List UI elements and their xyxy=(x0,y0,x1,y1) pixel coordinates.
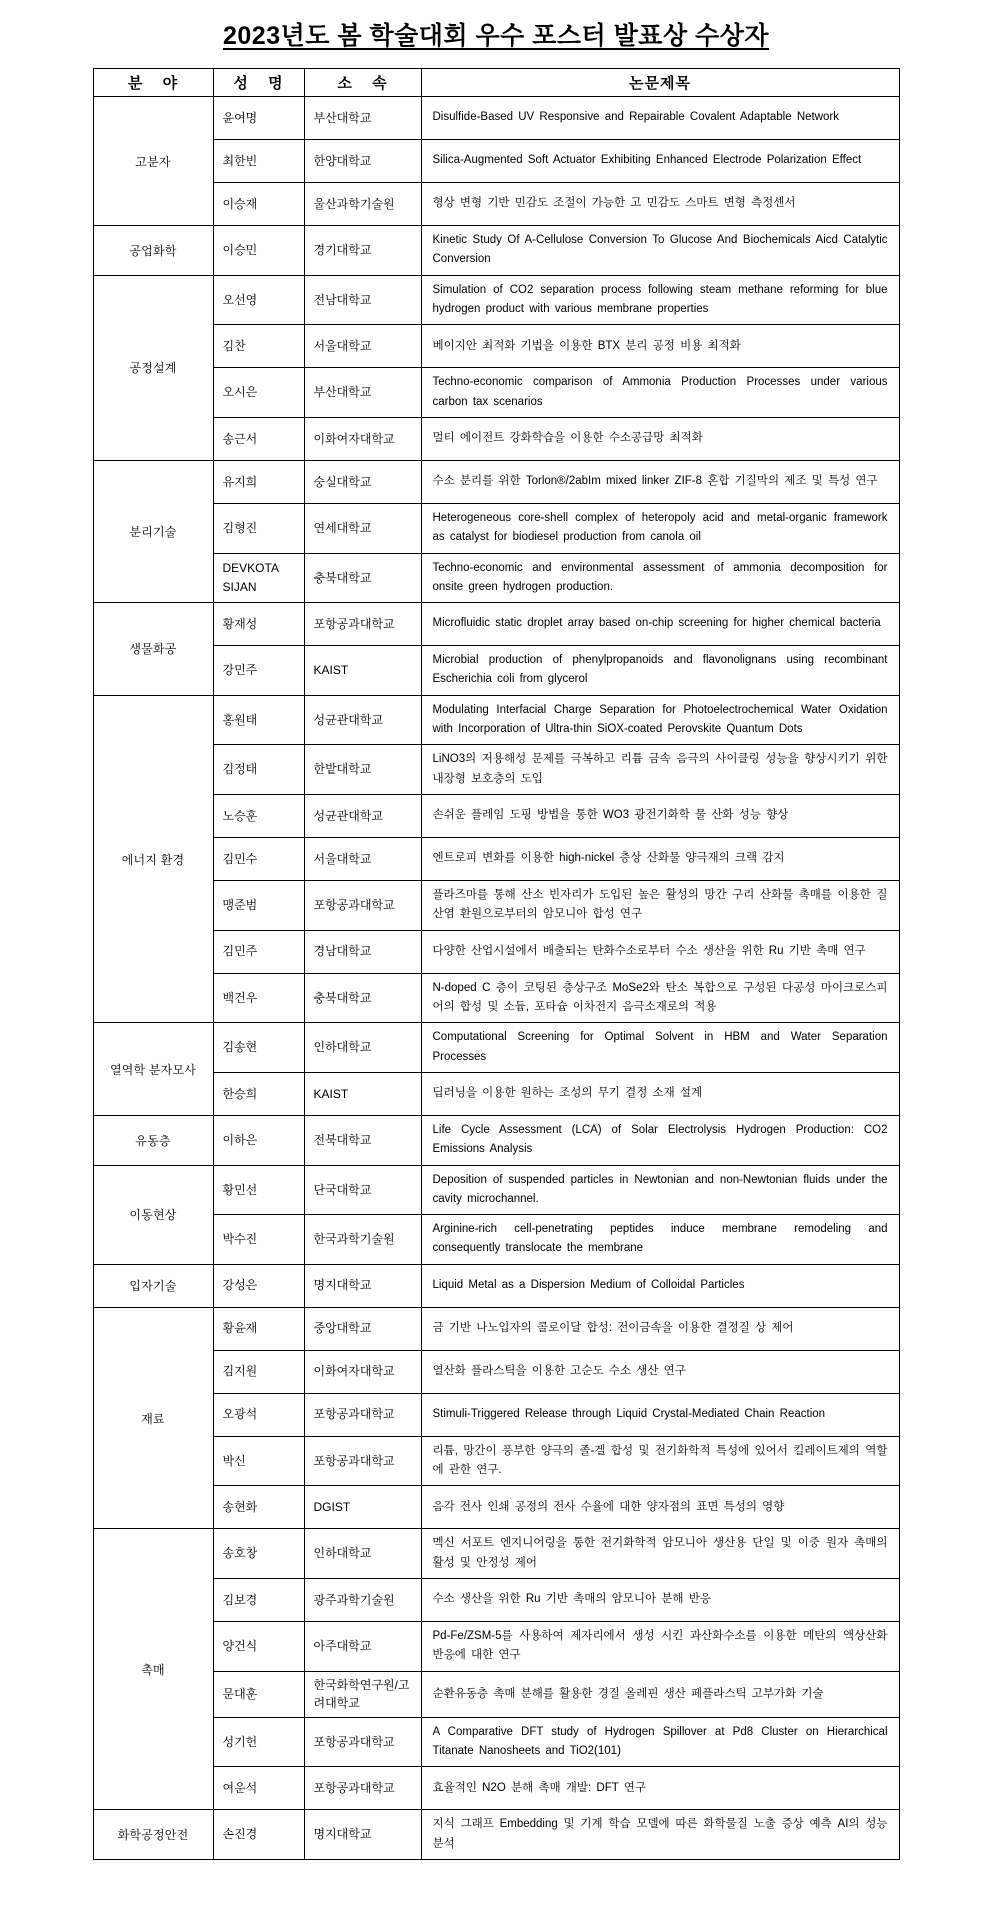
paper-title-cell: Silica-Augmented Soft Actuator Exhibiting Enhanced Electrode Polarization Effect xyxy=(421,140,899,183)
field-cell: 이동현상 xyxy=(93,1165,213,1264)
paper-title-cell: 딥러닝을 이용한 원하는 조성의 무기 결정 소재 설계 xyxy=(421,1072,899,1115)
affiliation-cell: 한국화학연구원/고려대학교 xyxy=(304,1671,421,1717)
name-cell: 송근서 xyxy=(213,417,304,460)
name-cell: 여운석 xyxy=(213,1767,304,1810)
name-cell: 홍원태 xyxy=(213,695,304,745)
name-cell: 강성은 xyxy=(213,1264,304,1307)
name-cell: 황윤재 xyxy=(213,1307,304,1350)
field-cell: 공업화학 xyxy=(93,226,213,276)
name-cell: 황민선 xyxy=(213,1165,304,1215)
paper-title-cell: N-doped C 층이 코팅된 층상구조 MoSe2와 탄소 복합으로 구성된 다공성 마이크로스피어의 합성 및 소듐, 포타슘 이차전지 음극소재로의 적용 xyxy=(421,973,899,1023)
paper-title-cell: 손쉬운 플레임 도핑 방법을 통한 WO3 광전기화학 물 산화 성능 향상 xyxy=(421,795,899,838)
paper-title-cell: Simulation of CO2 separation process following steam methane reforming for blue hydrogen product with various membrane properties xyxy=(421,275,899,325)
table-row xyxy=(93,325,899,368)
paper-title-cell: 수소 분리를 위한 Torlon®/2abIm mixed linker ZIF-8 혼합 기질막의 제조 및 특성 연구 xyxy=(421,460,899,503)
name-cell: 송현화 xyxy=(213,1486,304,1529)
paper-title-cell: 음각 전사 인쇄 공정의 전사 수율에 대한 양자점의 표면 특성의 영향 xyxy=(421,1486,899,1529)
paper-title-cell: Deposition of suspended particles in Newtonian and non-Newtonian fluids under the cavity microchannel. xyxy=(421,1165,899,1215)
paper-title-cell: 금 기반 나노입자의 콜로이달 합성: 전이금속을 이용한 결정질 상 제어 xyxy=(421,1307,899,1350)
paper-title-cell: LiNO3의 저용해성 문제를 극복하고 리튬 금속 음극의 사이클링 성능을 향상시키기 위한 내장형 보호층의 도입 xyxy=(421,745,899,795)
name-cell: 양건식 xyxy=(213,1622,304,1672)
table-row xyxy=(93,1579,899,1622)
name-cell: 이하은 xyxy=(213,1115,304,1165)
table-row xyxy=(93,695,899,745)
table-row xyxy=(93,503,899,553)
name-cell: 윤여명 xyxy=(213,97,304,140)
paper-title-cell: Heterogeneous core-shell complex of heteropoly acid and metal-organic framework as catalyst for biodiesel production from canola oil xyxy=(421,503,899,553)
table-row xyxy=(93,930,899,973)
table-row xyxy=(93,1529,899,1579)
table-row xyxy=(93,460,899,503)
affiliation-cell: 연세대학교 xyxy=(304,503,421,553)
name-cell: 손진경 xyxy=(213,1810,304,1860)
affiliation-cell: 명지대학교 xyxy=(304,1810,421,1860)
affiliation-cell: 부산대학교 xyxy=(304,97,421,140)
name-cell: 황재성 xyxy=(213,603,304,646)
paper-title-cell: 베이지안 최적화 기법을 이용한 BTX 분리 공정 비용 최적화 xyxy=(421,325,899,368)
table-row xyxy=(93,838,899,881)
name-cell: 성기헌 xyxy=(213,1717,304,1767)
name-cell: 박수진 xyxy=(213,1215,304,1265)
name-cell: 김민주 xyxy=(213,930,304,973)
affiliation-cell: 서울대학교 xyxy=(304,325,421,368)
table-row xyxy=(93,795,899,838)
name-cell: 김지원 xyxy=(213,1350,304,1393)
winners-table-body xyxy=(93,97,899,1860)
paper-title-cell: Disulfide-Based UV Responsive and Repairable Covalent Adaptable Network xyxy=(421,97,899,140)
field-cell: 고분자 xyxy=(93,97,213,226)
column-header-field: 분 야 xyxy=(93,69,213,97)
paper-title-cell: 리튬, 망간이 풍부한 양극의 졸-겔 합성 및 전기화학적 특성에 있어서 킬레이트제의 역할에 관한 연구. xyxy=(421,1436,899,1486)
affiliation-cell: 이화여자대학교 xyxy=(304,1350,421,1393)
paper-title-cell: 멕신 서포트 엔지니어링을 통한 전기화학적 암모니아 생산용 단일 및 이중 원자 촉매의 활성 및 안정성 제어 xyxy=(421,1529,899,1579)
affiliation-cell: 인하대학교 xyxy=(304,1023,421,1073)
paper-title-cell: 형상 변형 기반 민감도 조절이 가능한 고 민감도 스마트 변형 측정센서 xyxy=(421,183,899,226)
table-row xyxy=(93,973,899,1023)
paper-title-cell: 열산화 플라스틱을 이용한 고순도 수소 생산 연구 xyxy=(421,1350,899,1393)
name-cell: 김보경 xyxy=(213,1579,304,1622)
field-cell: 에너지 환경 xyxy=(93,695,213,1023)
name-cell: 문대훈 xyxy=(213,1671,304,1717)
affiliation-cell: 포항공과대학교 xyxy=(304,1717,421,1767)
affiliation-cell: 경기대학교 xyxy=(304,226,421,276)
affiliation-cell: 포항공과대학교 xyxy=(304,881,421,931)
affiliation-cell: 성균관대학교 xyxy=(304,695,421,745)
name-cell: 한승희 xyxy=(213,1072,304,1115)
paper-title-cell: Microbial production of phenylpropanoids and flavonolignans using recombinant Escherichia coli from glycerol xyxy=(421,646,899,696)
table-row xyxy=(93,603,899,646)
field-cell: 열역학 분자모사 xyxy=(93,1023,213,1116)
affiliation-cell: 중앙대학교 xyxy=(304,1307,421,1350)
affiliation-cell: DGIST xyxy=(304,1486,421,1529)
table-row xyxy=(93,140,899,183)
paper-title-cell: Microfluidic static droplet array based on-chip screening for higher chemical bacteria xyxy=(421,603,899,646)
affiliation-cell: 포항공과대학교 xyxy=(304,1436,421,1486)
column-header-affiliation: 소 속 xyxy=(304,69,421,97)
page-title: 2023년도 봄 학술대회 우수 포스터 발표상 수상자 xyxy=(223,22,769,50)
paper-title-cell: Techno-economic comparison of Ammonia Production Processes under various carbon tax scenarios xyxy=(421,368,899,418)
field-cell: 촉매 xyxy=(93,1529,213,1810)
paper-title-cell: Pd-Fe/ZSM-5를 사용하여 제자리에서 생성 시킨 과산화수소를 이용한 메탄의 액상산화 반응에 대한 연구 xyxy=(421,1622,899,1672)
table-row xyxy=(93,417,899,460)
table-row xyxy=(93,1393,899,1436)
paper-title-cell: 수소 생산을 위한 Ru 기반 촉매의 암모니아 분해 반응 xyxy=(421,1579,899,1622)
paper-title-cell: 다양한 산업시설에서 배출되는 탄화수소로부터 수소 생산을 위한 Ru 기반 촉매 연구 xyxy=(421,930,899,973)
affiliation-cell: 전북대학교 xyxy=(304,1115,421,1165)
paper-title-cell: 효율적인 N2O 분해 촉매 개발: DFT 연구 xyxy=(421,1767,899,1810)
affiliation-cell: 충북대학교 xyxy=(304,973,421,1023)
table-row xyxy=(93,745,899,795)
name-cell: 박신 xyxy=(213,1436,304,1486)
name-cell: 유지희 xyxy=(213,460,304,503)
name-cell: 김송현 xyxy=(213,1023,304,1073)
column-header-paper-title: 논문제목 xyxy=(421,69,899,97)
table-row xyxy=(93,1622,899,1672)
table-row xyxy=(93,553,899,603)
table-row xyxy=(93,1307,899,1350)
name-cell: DEVKOTA SIJAN xyxy=(213,553,304,603)
affiliation-cell: 아주대학교 xyxy=(304,1622,421,1672)
affiliation-cell: 이화여자대학교 xyxy=(304,417,421,460)
table-row xyxy=(93,1671,899,1717)
paper-title-cell: Stimuli-Triggered Release through Liquid Crystal-Mediated Chain Reaction xyxy=(421,1393,899,1436)
table-row xyxy=(93,1350,899,1393)
affiliation-cell: 인하대학교 xyxy=(304,1529,421,1579)
paper-title-cell: 엔트로피 변화를 이용한 high-nickel 층상 산화물 양극재의 크랙 감지 xyxy=(421,838,899,881)
affiliation-cell: 포항공과대학교 xyxy=(304,1393,421,1436)
name-cell: 김민수 xyxy=(213,838,304,881)
column-header-name: 성 명 xyxy=(213,69,304,97)
affiliation-cell: 한국과학기술원 xyxy=(304,1215,421,1265)
table-row xyxy=(93,1115,899,1165)
name-cell: 오광석 xyxy=(213,1393,304,1436)
paper-title-cell: Modulating Interfacial Charge Separation for Photoelectrochemical Water Oxidation with Incorporation of Ultra-thin SiOX-coated Perovskite Quantum Dots xyxy=(421,695,899,745)
affiliation-cell: 한양대학교 xyxy=(304,140,421,183)
name-cell: 김형진 xyxy=(213,503,304,553)
name-cell: 강민주 xyxy=(213,646,304,696)
paper-title-cell: Arginine-rich cell-penetrating peptides induce membrane remodeling and consequently translocate the membrane xyxy=(421,1215,899,1265)
paper-title-cell: A Comparative DFT study of Hydrogen Spillover at Pd8 Cluster on Hierarchical Titanate Nanosheets and TiO2(101) xyxy=(421,1717,899,1767)
name-cell: 김찬 xyxy=(213,325,304,368)
table-row xyxy=(93,1810,899,1860)
table-row xyxy=(93,1264,899,1307)
affiliation-cell: KAIST xyxy=(304,1072,421,1115)
paper-title-cell: Liquid Metal as a Dispersion Medium of Colloidal Particles xyxy=(421,1264,899,1307)
affiliation-cell: 부산대학교 xyxy=(304,368,421,418)
header-row xyxy=(93,69,899,97)
table-row xyxy=(93,646,899,696)
paper-title-cell: 순환유동층 촉매 분해를 활용한 경질 올레핀 생산 페플라스틱 고부가화 기술 xyxy=(421,1671,899,1717)
affiliation-cell: 포항공과대학교 xyxy=(304,603,421,646)
table-row xyxy=(93,97,899,140)
affiliation-cell: 명지대학교 xyxy=(304,1264,421,1307)
table-row xyxy=(93,881,899,931)
table-row xyxy=(93,1436,899,1486)
table-row xyxy=(93,1072,899,1115)
affiliation-cell: 한밭대학교 xyxy=(304,745,421,795)
name-cell: 맹준범 xyxy=(213,881,304,931)
field-cell: 입자기술 xyxy=(93,1264,213,1307)
table-row xyxy=(93,1215,899,1265)
name-cell: 송호창 xyxy=(213,1529,304,1579)
affiliation-cell: 서울대학교 xyxy=(304,838,421,881)
name-cell: 김정태 xyxy=(213,745,304,795)
name-cell: 오시은 xyxy=(213,368,304,418)
affiliation-cell: 단국대학교 xyxy=(304,1165,421,1215)
table-row xyxy=(93,1486,899,1529)
affiliation-cell: KAIST xyxy=(304,646,421,696)
field-cell: 재료 xyxy=(93,1307,213,1529)
table-row xyxy=(93,1717,899,1767)
paper-title-cell: Life Cycle Assessment (LCA) of Solar Electrolysis Hydrogen Production: CO2 Emissions Analysis xyxy=(421,1115,899,1165)
table-row xyxy=(93,1165,899,1215)
paper-title-cell: Kinetic Study Of A-Cellulose Conversion To Glucose And Biochemicals Aicd Catalytic Conversion xyxy=(421,226,899,276)
paper-title-cell: Computational Screening for Optimal Solvent in HBM and Water Separation Processes xyxy=(421,1023,899,1073)
affiliation-cell: 포항공과대학교 xyxy=(304,1767,421,1810)
table-row xyxy=(93,368,899,418)
affiliation-cell: 울산과학기술원 xyxy=(304,183,421,226)
paper-title-cell: Techno-economic and environmental assessment of ammonia decomposition for onsite green hydrogen production. xyxy=(421,553,899,603)
table-row xyxy=(93,1767,899,1810)
field-cell: 분리기술 xyxy=(93,460,213,602)
table-row xyxy=(93,1023,899,1073)
name-cell: 오선영 xyxy=(213,275,304,325)
name-cell: 이승재 xyxy=(213,183,304,226)
paper-title-cell: 지식 그래프 Embedding 및 기계 학습 모델에 따른 화학물질 노출 증상 예측 AI의 성능 분석 xyxy=(421,1810,899,1860)
paper-title-cell: 멀티 에이전트 강화학습을 이용한 수소공급망 최적화 xyxy=(421,417,899,460)
paper-title-cell: 플라즈마를 통해 산소 빈자리가 도입된 높은 활성의 망간 구리 산화물 촉매를 이용한 질산염 환원으로부터의 암모니아 합성 연구 xyxy=(421,881,899,931)
field-cell: 유동층 xyxy=(93,1115,213,1165)
winners-table xyxy=(93,68,900,1860)
field-cell: 생물화공 xyxy=(93,603,213,696)
name-cell: 백건우 xyxy=(213,973,304,1023)
table-row xyxy=(93,183,899,226)
affiliation-cell: 성균관대학교 xyxy=(304,795,421,838)
field-cell: 화학공정안전 xyxy=(93,1810,213,1860)
table-row xyxy=(93,275,899,325)
affiliation-cell: 숭실대학교 xyxy=(304,460,421,503)
affiliation-cell: 광주과학기술원 xyxy=(304,1579,421,1622)
field-cell: 공정설계 xyxy=(93,275,213,460)
name-cell: 최한빈 xyxy=(213,140,304,183)
affiliation-cell: 충북대학교 xyxy=(304,553,421,603)
table-row xyxy=(93,226,899,276)
name-cell: 이승민 xyxy=(213,226,304,276)
affiliation-cell: 경남대학교 xyxy=(304,930,421,973)
name-cell: 노승훈 xyxy=(213,795,304,838)
affiliation-cell: 전남대학교 xyxy=(304,275,421,325)
